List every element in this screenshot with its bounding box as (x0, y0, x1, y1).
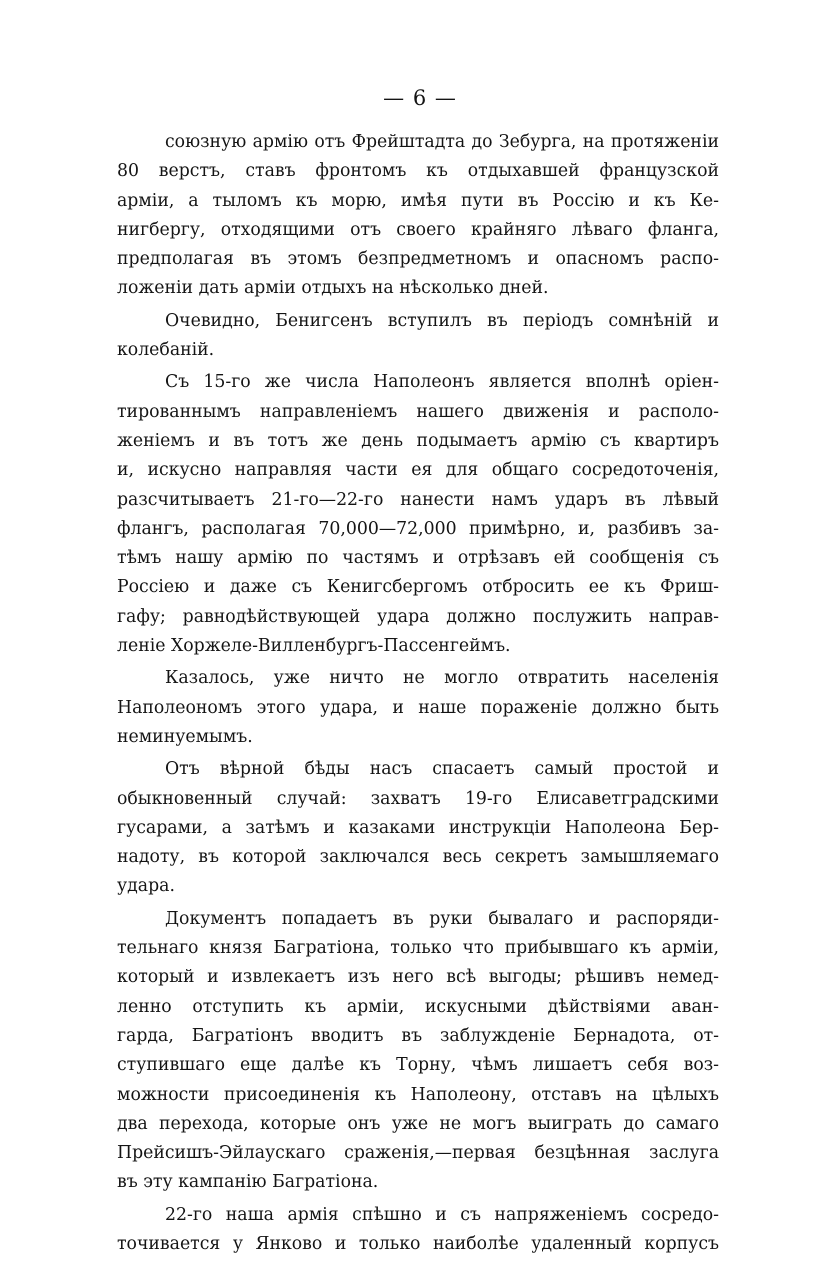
text-line: ленно отступить къ арміи, искусными дѣйствіями аван- (117, 996, 719, 1017)
text-line: надоту, въ которой заключался весь секретъ замышляемаго (117, 847, 719, 868)
text-line: который и извлекаетъ изъ него всѣ выгоды; рѣшивъ немед- (117, 967, 719, 988)
text-line: колебаній. (117, 340, 215, 361)
text-line: Документъ попадаетъ въ руки бывалаго и распоряди- (165, 908, 719, 929)
text-line: Казалось, уже ничто не могло отвратить населенія (165, 668, 719, 689)
text-line: союзную армію отъ Фрейштадта до Зебурга, на протяженіи (165, 132, 719, 152)
paragraph (117, 1201, 719, 1260)
text-line: Россіею и даже съ Кенигсбергомъ отбросить ее къ Фриш- (117, 577, 719, 598)
text-line: неминуемымъ. (117, 726, 253, 747)
text-line: леніе Хоржеле-Вилленбургъ-Пассенгеймъ. (117, 636, 511, 657)
text-line: тѣмъ нашу армію по частямъ и отрѣзавъ ей сообщенія съ (117, 548, 719, 569)
text-line: Отъ вѣрной бѣды насъ спасаетъ самый простой и (165, 759, 719, 780)
text-line: предполагая въ этомъ безпредметномъ и опасномъ распо- (117, 249, 719, 270)
paragraph (117, 755, 719, 901)
text-line: 22-го наша армія спѣшно и съ напряженіемъ сосредо- (165, 1204, 719, 1225)
text-line: Прейсишъ-Эйлаускаго сраженія,—первая безцѣнная заслуга (117, 1143, 719, 1164)
text-line: Очевидно, Бенигсенъ вступилъ въ періодъ сомнѣній и (165, 310, 719, 331)
page-number: — 6 — (383, 86, 457, 110)
text-line: флангъ, располагая 70,000—72,000 примѣрно, и, разбивъ за- (117, 518, 719, 539)
text-line: обыкновенный случай: захватъ 19-го Елисаветградскими (117, 788, 719, 809)
paragraph (117, 307, 719, 366)
text-line: Наполеономъ этого удара, и наше пораженіе должно быть (117, 697, 719, 718)
paragraph (117, 368, 719, 661)
text-line: точивается у Янково и только наиболѣе удаленный корпусъ (117, 1233, 719, 1254)
paragraph (117, 128, 719, 304)
text-line: тельнаго князя Багратіона, только что прибывшаго къ арміи, (117, 938, 719, 959)
text-line: разсчитываетъ 21-го—22-го нанести намъ ударъ въ лѣвый (117, 489, 719, 510)
text-line: тированнымъ направленіемъ нашего движенія и располо- (117, 401, 719, 422)
text-line: можности присоединенія къ Наполеону, отставъ на цѣлыхъ (117, 1084, 719, 1105)
text-line: ложеніи дать арміи отдыхъ на нѣсколько дней. (117, 278, 549, 299)
paragraph (117, 905, 719, 1198)
text-line: и, искусно направляя части ея для общаго сосредоточенія, (117, 460, 719, 481)
text-line: Съ 15-го же числа Наполеонъ является вполнѣ оріен- (165, 372, 719, 393)
text-line: гафу; равнодѣйствующей удара должно послужить направ- (117, 606, 719, 627)
text-line: 80 верстъ, ставъ фронтомъ къ отдыхавшей французской (117, 161, 719, 182)
text-line: въ эту кампанію Багратіона. (117, 1172, 379, 1193)
text-line: гусарами, а затѣмъ и казаками инструкціи Наполеона Бер- (117, 817, 719, 838)
text-line: нигбергу, отходящими отъ своего крайняго лѣваго фланга, (117, 219, 719, 240)
text-line: ступившаго еще далѣе къ Торну, чѣмъ лишаетъ себя воз- (117, 1055, 719, 1076)
text-line: два перехода, которые онъ уже не могъ выиграть до самаго (117, 1113, 719, 1134)
text-line: женіемъ и въ тотъ же день подымаетъ армію съ квартиръ (117, 430, 719, 451)
text-line: арміи, а тыломъ къ морю, имѣя пути въ Россію и къ Ке- (117, 190, 719, 211)
body-text (117, 128, 719, 1262)
text-line: удара. (117, 876, 175, 897)
paragraph (117, 664, 719, 752)
text-line: гарда, Багратіонъ вводитъ въ заблужденіе Бернадота, от- (117, 1025, 719, 1046)
